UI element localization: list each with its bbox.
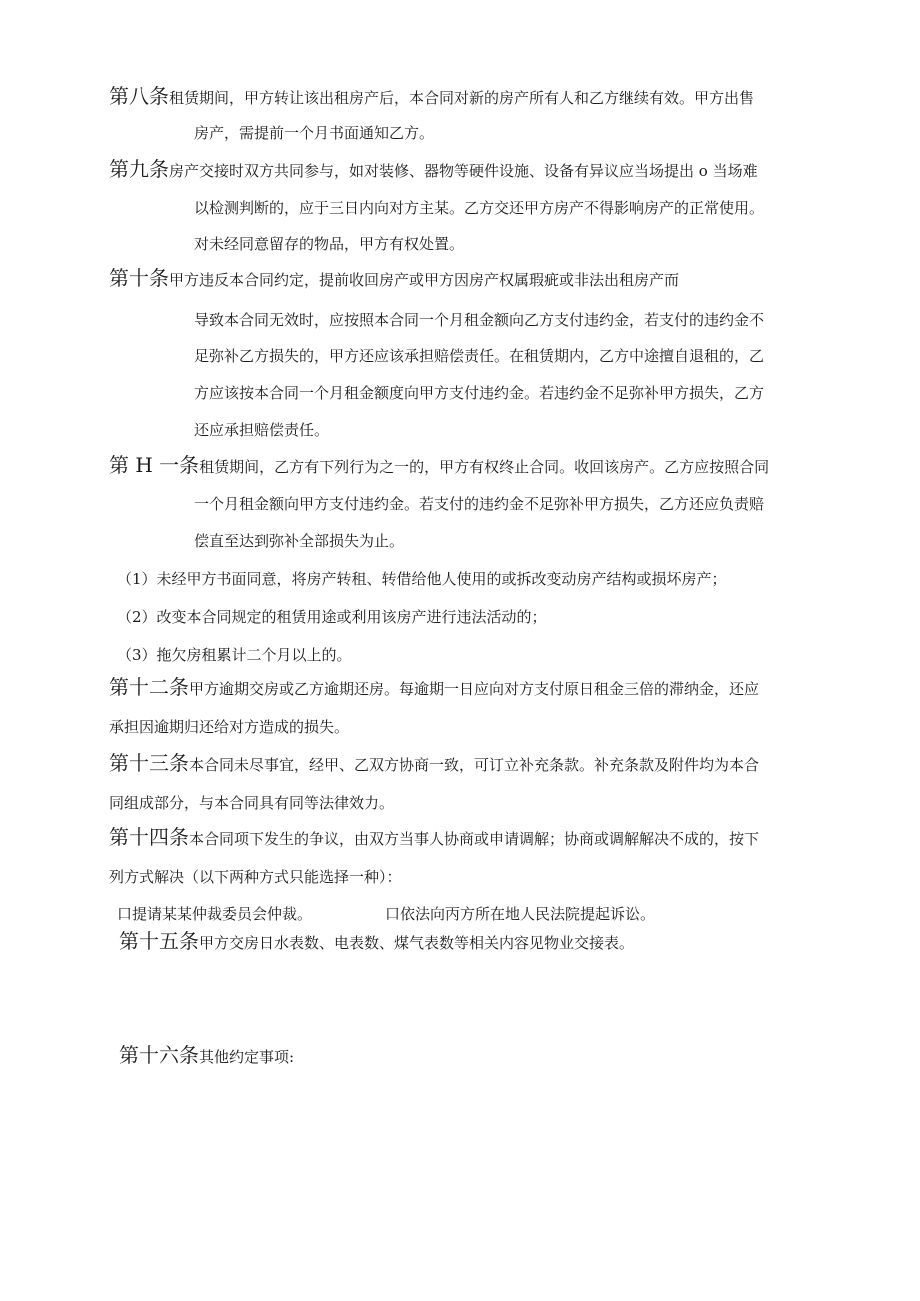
- article-11-heading: 第 H 一条: [109, 453, 200, 477]
- article-10-line-1: [109, 268, 679, 290]
- article-10-line-4: 方应该按本合同一个月租金额度向甲方支付违约金。若违约金不足弥补甲方损失，乙方: [194, 384, 765, 402]
- article-11-line-3: 偿直至达到弥补全部损失为止。: [194, 532, 405, 550]
- article-9-line-2: 以检测判断的，应于三日内向对方主某。乙方交还甲方房产不得影响房产的正常使用。: [194, 199, 765, 217]
- article-9-line-1: [109, 159, 758, 181]
- article-9-line-3: 对未经同意留存的物品，甲方有权处置。: [194, 235, 465, 253]
- article-14-text-1: 本合同项下发生的争议，由双方当事人协商或申请调解；协商或调解解决不成的，按下: [189, 830, 760, 848]
- article-10-heading: 第十条: [109, 266, 169, 290]
- article-14-line-1: [109, 827, 759, 849]
- article-13-line-2: 同组成部分，与本合同具有同等法律效力。: [109, 794, 395, 812]
- article-14-option-2: 口依法向丙方所在地人民法院提起诉讼。: [385, 905, 656, 923]
- article-10-line-2: 导致本合同无效时，应按照本合同一个月租金额向乙方支付违约金，若支付的违约金不: [194, 311, 765, 329]
- article-12-line-1: [109, 677, 759, 699]
- article-11-line-1: [109, 455, 769, 477]
- article-15-text-1: 甲方交房日水表数、电表数、煤气表数等相关内容见物业交接表。: [199, 934, 635, 952]
- article-14-option-1: 口提请某某仲裁委员会仲裁。: [117, 905, 313, 923]
- article-11-item-2: （2）改变本合同规定的租赁用途或利用该房产进行违法活动的；: [117, 608, 547, 626]
- article-14-line-2: 列方式解决（以下两种方式只能选择一种）：: [109, 868, 402, 886]
- article-8-line-2: 房产，需提前一个月书面通知乙方。: [194, 124, 435, 142]
- article-10-line-3: 足弥补乙方损失的，甲方还应该承担赔偿责任。在租赁期内，乙方中途擅自退租的，乙: [194, 347, 765, 365]
- article-12-heading: 第十二条: [109, 675, 189, 699]
- article-11-item-1: （1）未经甲方书面同意，将房产转租、转借给他人使用的或拆改变动房产结构或损坏房产；: [117, 570, 727, 588]
- article-8-text-1: 租赁期间，甲方转让该出租房产后，本合同对新的房产所有人和乙方继续有效。甲方出售: [169, 89, 755, 107]
- article-12-text-1: 甲方逾期交房或乙方逾期还房。每逾期一日应向对方支付原日租金三倍的滞纳金，还应: [189, 680, 760, 698]
- article-16-text-1: 其他约定事项:: [199, 1048, 295, 1066]
- article-8-line-1: [109, 86, 754, 108]
- article-11-line-2: 一个月租金额向甲方支付违约金。若支付的违约金不足弥补甲方损失，乙方还应负责赔: [194, 495, 765, 513]
- article-13-line-1: [109, 753, 759, 775]
- article-16-line-1: [119, 1045, 294, 1067]
- article-15-line-1: [119, 931, 634, 953]
- article-16-heading: 第十六条: [119, 1043, 199, 1067]
- article-13-heading: 第十三条: [109, 751, 189, 775]
- article-13-text-1: 本合同未尽事宜，经甲、乙双方协商一致，可订立补充条款。补充条款及附件均为本合: [189, 756, 760, 774]
- article-12-line-2: 承担因逾期归还给对方造成的损失。: [109, 718, 350, 736]
- article-8-heading: 第八条: [109, 84, 169, 108]
- article-14-heading: 第十四条: [109, 825, 189, 849]
- article-11-item-3: （3）拖欠房租累计二个月以上的。: [117, 646, 352, 664]
- article-9-text-1: 房产交接时双方共同参与，如对装修、器物等硬件设施、设备有异议应当场提出 o 当场难: [169, 162, 758, 180]
- article-10-line-5: 还应承担赔偿责任。: [194, 421, 330, 439]
- article-9-heading: 第九条: [109, 157, 169, 181]
- article-10-text-1: 甲方违反本合同约定，提前收回房产或甲方因房产权属瑕疵或非法出租房产而: [169, 271, 680, 289]
- article-15-heading: 第十五条: [119, 929, 199, 953]
- article-11-text-1: 租赁期间，乙方有下列行为之一的，甲方有权终止合同。收回该房产。乙方应按照合同: [199, 458, 770, 476]
